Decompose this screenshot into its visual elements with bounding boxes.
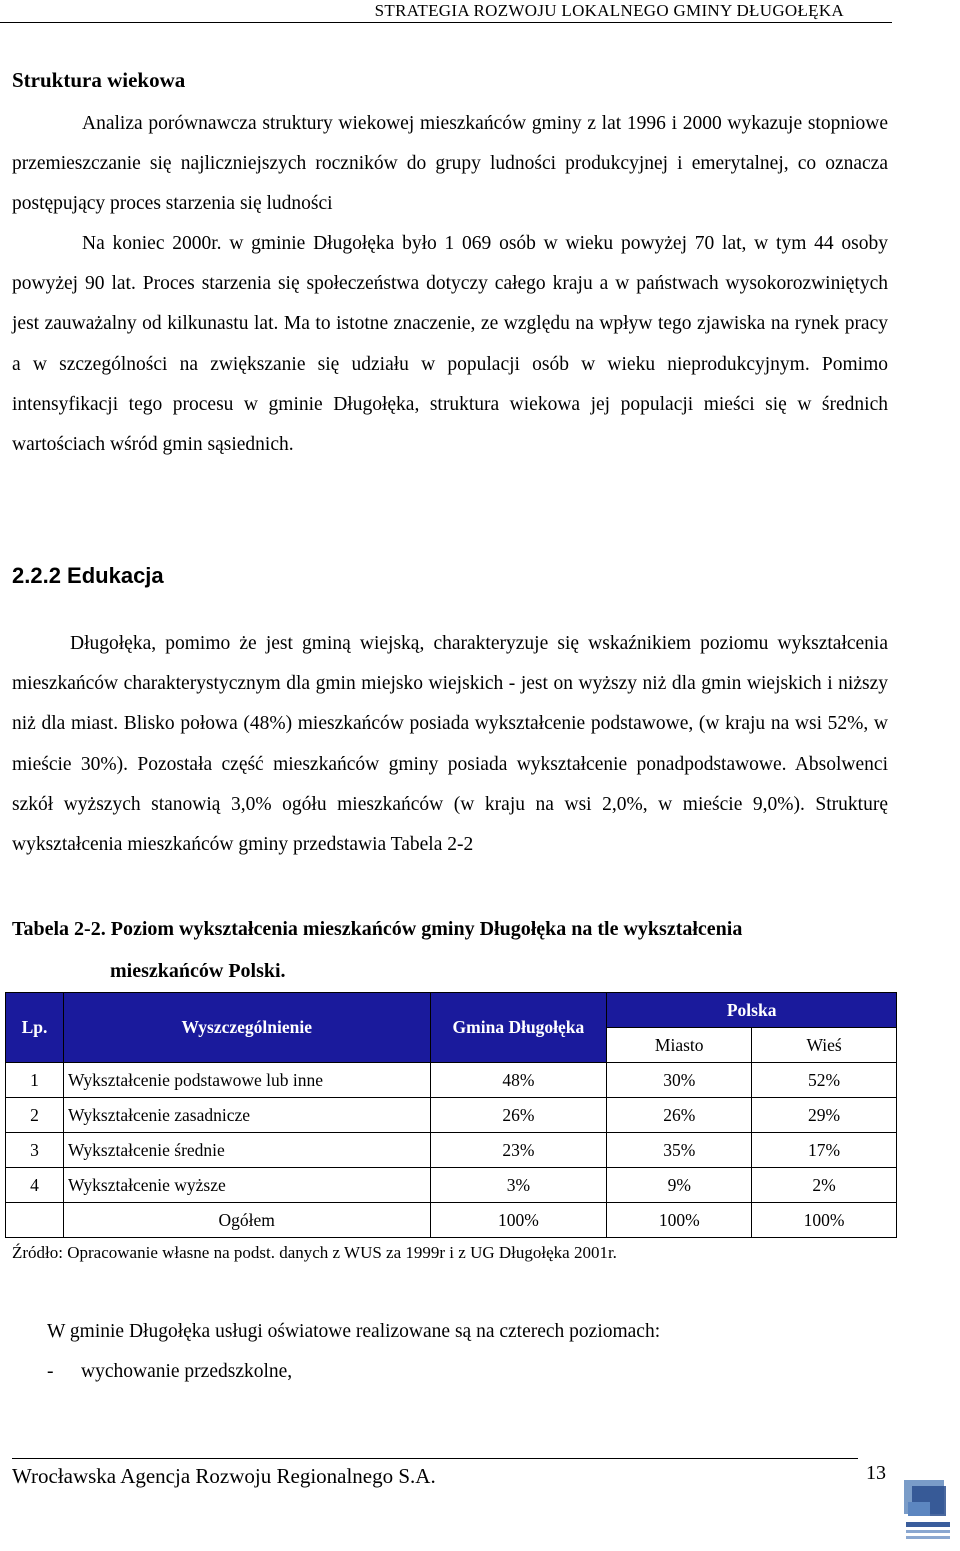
page-number: 13 — [866, 1462, 886, 1484]
education-table — [5, 992, 897, 1238]
paragraph-text: Długołęka, pomimo że jest gminą wiejską, charakteryzuje się wskaźnikiem poziomu wykształcenia mieszkańców charakterystycznym dla gmin miejsko wiejskich - jest on wyższy niż dla gmin wiejskich i niższy niż dla miast. Blisko połowa (48%) mieszkańców posiada wykształcenie podstawowe, (w kraju na wsi 52%, w mieście 30%). Pozostała część mieszkańców gminy posiada wykształcenie ponadpodstawowe. Absolwenci szkół wyższych stanowią 3,0% ogółu mieszkańców (w kraju na wsi 2,0%, w mieście 9,0%). Strukturę wykształcenia mieszkańców gminy przedstawia Tabela 2-2 — [12, 633, 888, 856]
cell-lp: 3 — [6, 1133, 64, 1168]
table-row — [6, 1133, 897, 1168]
paragraph-text: Analiza porównawcza struktury wiekowej mieszkańców gminy z lat 1996 i 2000 wykazuje stopniowe przemieszczanie się najliczniejszych roczników do grupy ludności produkcyjnej i emerytalnej, co oznacza postępujący proces starzenia się ludności — [12, 113, 888, 215]
cell-item: Wykształcenie wyższe — [63, 1168, 430, 1203]
cell-wies: 29% — [752, 1098, 897, 1133]
cell-total-gmina: 100% — [430, 1203, 607, 1238]
table-row — [6, 1063, 897, 1098]
header-gmina: Gmina Długołęka — [430, 993, 607, 1063]
footer-divider — [12, 1458, 858, 1459]
paragraph-aging — [12, 224, 888, 465]
cell-lp: 4 — [6, 1168, 64, 1203]
table-total-row — [6, 1203, 897, 1238]
subsection-heading: 2.2.2 Edukacja — [12, 563, 164, 588]
cell-miasto: 26% — [607, 1098, 752, 1133]
cell-wies: 2% — [752, 1168, 897, 1203]
list-dash: - — [47, 1361, 54, 1382]
header-wies: Wieś — [752, 1028, 897, 1063]
header-polska: Polska — [607, 993, 897, 1028]
cell-wies: 17% — [752, 1133, 897, 1168]
cell-total-label: Ogółem — [63, 1203, 430, 1238]
paragraph-age-analysis — [12, 104, 888, 225]
cell-miasto: 35% — [607, 1133, 752, 1168]
cell-gmina: 26% — [430, 1098, 607, 1133]
paragraph-text: Na koniec 2000r. w gminie Długołęka było 1 069 osób w wieku powyżej 70 lat, w tym 44 osoby powyżej 90 lat. Proces starzenia się społeczeństwa dotyczy całego kraju a w państwach wysokorozwiniętych jest zauważalny od kilkunastu lat. Ma to istotne znaczenie, ze względu na wpływ tego zjawiska na rynek pracy a w szczególności na zwiększanie się udziału w populacji osób w wieku nieprodukcyjnym. Pomimo intensyfikacji tego procesu w gminie Długołęka, struktura wiekowa jej populacji mieści się w średnich wartościach wśród gmin sąsiednich. — [12, 233, 888, 456]
cell-total-miasto: 100% — [607, 1203, 752, 1238]
paragraph-oswiata: W gminie Długołęka usługi oświatowe realizowane są na czterech poziomach: — [47, 1321, 661, 1342]
cell-miasto: 9% — [607, 1168, 752, 1203]
page-header — [0, 0, 892, 23]
cell-item: Wykształcenie średnie — [63, 1133, 430, 1168]
cell-lp: 1 — [6, 1063, 64, 1098]
list-item-text: wychowanie przedszkolne, — [81, 1361, 293, 1382]
cell-gmina: 48% — [430, 1063, 607, 1098]
cell-total-wies: 100% — [752, 1203, 897, 1238]
section-heading: Struktura wiekowa — [12, 68, 186, 92]
table-row — [6, 1098, 897, 1133]
header-miasto: Miasto — [607, 1028, 752, 1063]
caption-line-2: mieszkańców Polski. — [110, 960, 286, 982]
header-title: STRATEGIA ROZWOJU LOKALNEGO GMINY DŁUGOŁĘKA — [374, 1, 844, 20]
table-source: Źródło: Opracowanie własne na podst. danych z WUS za 1999r i z UG Długołęka 2001r. — [12, 1243, 617, 1262]
table-row — [6, 1168, 897, 1203]
cell-gmina: 3% — [430, 1168, 607, 1203]
paragraph-education — [12, 624, 888, 865]
header-lp: Lp. — [6, 993, 64, 1063]
cell-item: Wykształcenie podstawowe lub inne — [63, 1063, 430, 1098]
cell-lp-empty — [6, 1203, 64, 1238]
footer-organization: Wrocławska Agencja Rozwoju Regionalnego S.A. — [12, 1464, 436, 1488]
cell-item: Wykształcenie zasadnicze — [63, 1098, 430, 1133]
cell-lp: 2 — [6, 1098, 64, 1133]
table-header-row — [6, 993, 897, 1028]
warr-logo-icon — [902, 1478, 954, 1542]
header-item: Wyszczególnienie — [63, 993, 430, 1063]
table-caption — [12, 908, 888, 992]
caption-line-1: Tabela 2-2. Poziom wykształcenia mieszkańców gminy Długołęka na tle wykształcenia — [12, 918, 743, 940]
cell-miasto: 30% — [607, 1063, 752, 1098]
cell-wies: 52% — [752, 1063, 897, 1098]
list-item — [47, 1352, 292, 1392]
cell-gmina: 23% — [430, 1133, 607, 1168]
